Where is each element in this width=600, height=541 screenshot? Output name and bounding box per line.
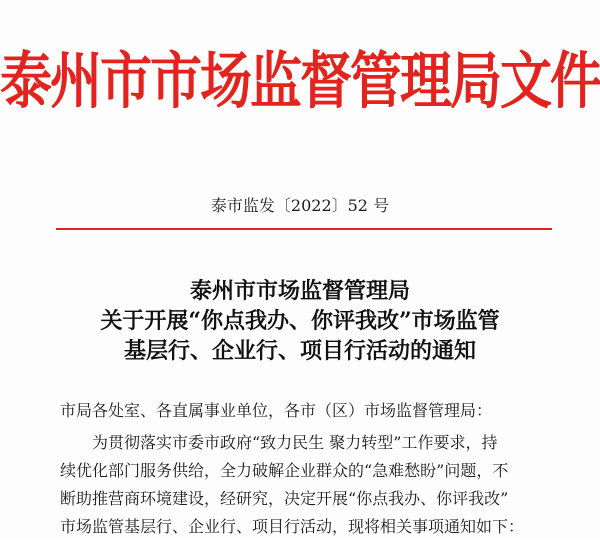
notice-title-line-2: 关于开展“你点我办、你评我改”市场监管 — [100, 308, 500, 334]
document-masthead: 泰州市市场监督管理局文件 — [0, 46, 600, 118]
body-line-1: 为贯彻落实市委市政府“致力民生 聚力转型”工作要求，持 — [92, 433, 498, 452]
body-line-2: 续优化部门服务供给，全力破解企业群众的“急难愁盼”问题，不 — [60, 461, 509, 480]
addressee-line: 市局各处室、各直属事业单位，各市（区）市场监督管理局： — [60, 401, 493, 420]
red-divider-line — [56, 228, 552, 230]
notice-title-line-1: 泰州市市场监督管理局 — [189, 278, 410, 304]
body-paragraph — [60, 429, 560, 541]
body-line-4: 市场监管基层行、企业行、项目行活动，现将相关事项通知如下： — [60, 517, 525, 536]
body-line-3: 断助推营商环境建设，经研究，决定开展“你点我办、你评我改” — [60, 489, 509, 508]
notice-title — [0, 276, 600, 366]
document-number: 泰市监发〔2022〕52 号 — [210, 196, 390, 215]
notice-title-line-3: 基层行、企业行、项目行活动的通知 — [123, 338, 476, 364]
